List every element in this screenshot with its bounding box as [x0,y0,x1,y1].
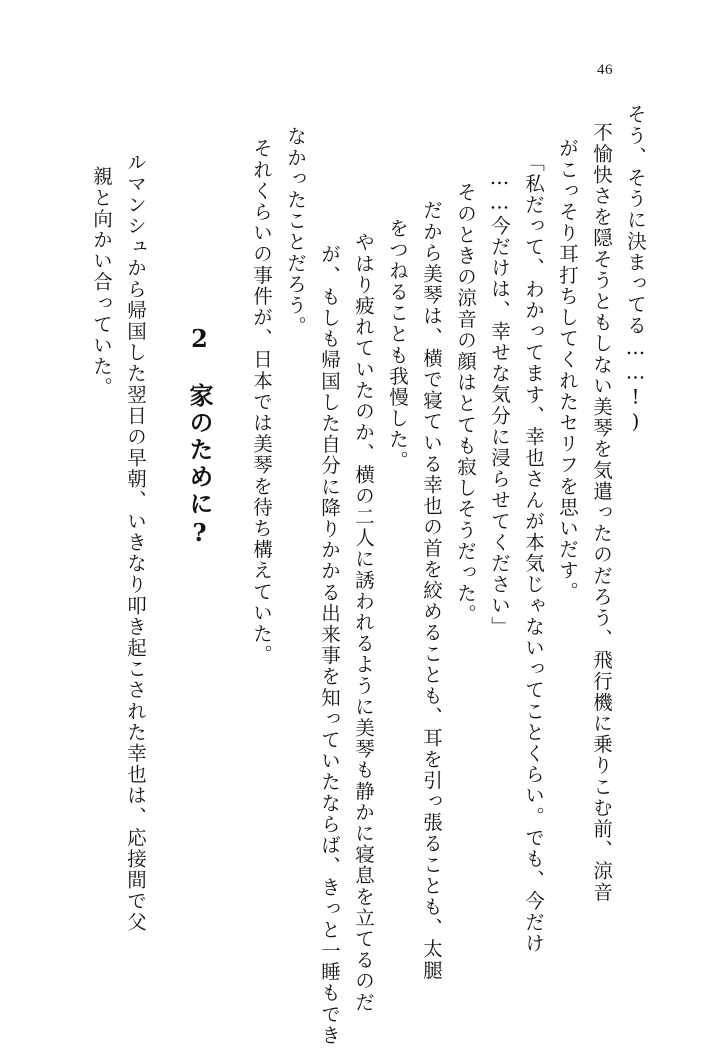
text-column: がこっそり耳打ちしてくれたセリフを思いだす。 [556,138,579,603]
page-number: 46 [597,62,613,78]
text-column: やはり疲れていたのか、横の二人に誘われるように美琴も静かに寝息を立てるのだ [352,232,375,1013]
section-heading: 2 家のために? [185,324,214,550]
text-column: ルマンシュから帰国した翌日の早朝、いきなり叩き起こされた幸也は、応接間で父 [124,152,147,933]
text-column: 「私だって、わかってます、幸也さんが本気じゃないってことくらい。でも、今だけ [522,152,545,954]
column-gap [145,104,171,105]
text-column: そのときの涼音の顔はとても寂しそうだった。 [454,182,477,626]
text-column: をつねることも我慢した。 [386,218,409,472]
text-column: 不愉快さを隠そうともしない美琴を気遣ったのだろう、飛行機に乗りこむ前、涼音 [590,122,613,903]
column-gap [211,104,237,105]
text-column: それくらいの事件が、日本では美琴を待ち構えていた。 [250,138,273,666]
text-column: そう、そうに決まってる……!) [624,104,647,435]
text-column: が、もしも帰国した自分に降りかかる出来事を知っていたならば、きっと一睡もでき [318,244,341,1046]
vertical-text-block [58,104,647,1046]
text-column: ……今だけは、幸せな気分に浸らせてください」 [488,166,511,638]
text-column: なかったことだろう。 [284,126,307,337]
text-column: だから美琴は、横で寝ている幸也の首を絞めることも、耳を引っ張ることも、太腿 [420,200,443,981]
text-column: 親と向かい合っていた。 [90,166,113,399]
